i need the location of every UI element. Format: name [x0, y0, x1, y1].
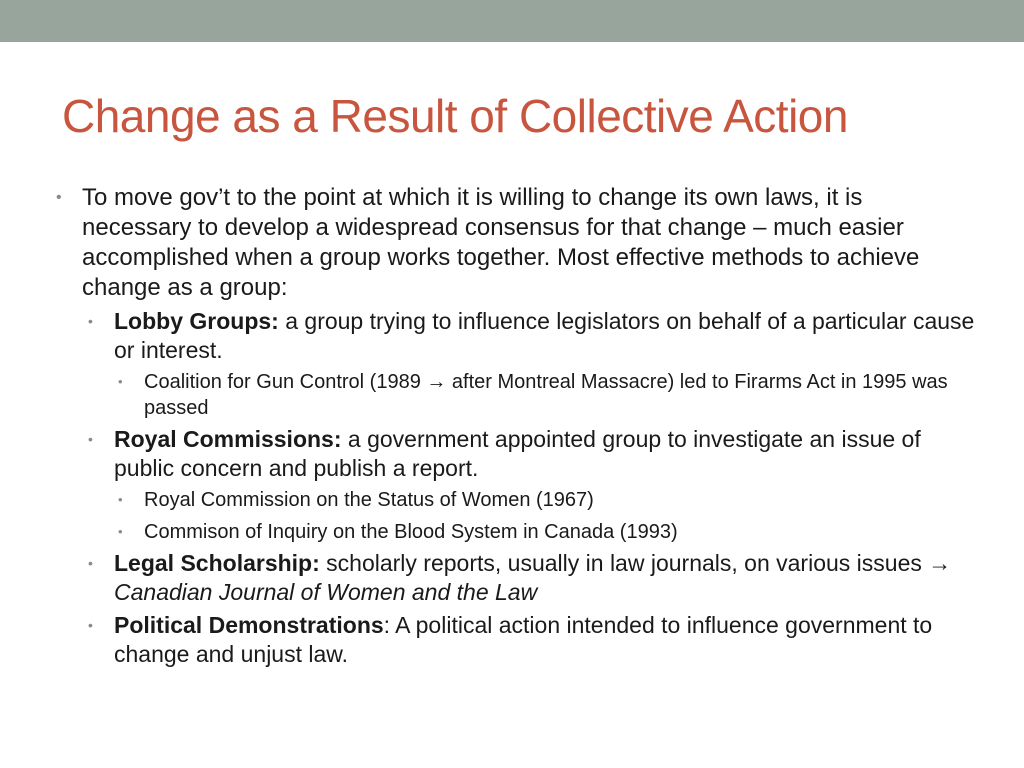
royal-commissions-definition: a government appointed group to investigate an issue of public concern and publish a report. — [114, 426, 921, 481]
blood-system-text: Commison of Inquiry on the Blood System in Canada (1993) — [144, 521, 678, 543]
bullet-lobby-groups — [88, 307, 976, 365]
main-point-text: To move gov’t to the point at which it is willing to change its own laws, it is necessary to develop a widespread consensus for that change – much easier accomplished when a group works together. Most effective methods to achieve change as a group: — [82, 184, 920, 301]
bullet-icon: • — [88, 555, 93, 571]
journal-title: Canadian Journal of Women and the Law — [114, 579, 538, 605]
bullet-royal-commissions — [88, 425, 976, 483]
bullet-blood-system — [118, 519, 976, 545]
bullet-icon: • — [118, 524, 123, 539]
bullet-main-point — [56, 183, 976, 303]
gun-control-text-start: Coalition for Gun Control (1989 — [144, 371, 427, 393]
slide-title: Change as a Result of Collective Action — [62, 90, 848, 142]
right-arrow-icon: → — [426, 371, 447, 393]
gun-control-text-end: after Montreal Massacre) led to Firarms Act in 1995 was passed — [144, 371, 948, 419]
legal-scholarship-definition: scholarly reports, usually in law journals, on various issues — [319, 550, 929, 576]
status-of-women-text: Royal Commission on the Status of Women (1967) — [144, 489, 594, 511]
bullet-icon: • — [118, 492, 123, 507]
right-arrow-icon: → — [928, 550, 952, 576]
political-demonstrations-term: Political Demonstrations — [114, 612, 384, 638]
bullet-political-demonstrations — [88, 611, 976, 669]
bullet-icon: • — [88, 313, 93, 329]
bullet-icon: • — [118, 374, 123, 389]
top-accent-bar — [0, 0, 1024, 42]
bullet-icon: • — [56, 189, 62, 206]
bullet-icon: • — [88, 431, 93, 447]
legal-scholarship-term: Legal Scholarship: — [114, 550, 320, 576]
royal-commissions-term: Royal Commissions: — [114, 426, 342, 452]
slide-content — [56, 183, 976, 669]
bullet-gun-control — [118, 369, 976, 421]
lobby-groups-definition: a group trying to influence legislators on behalf of a particular cause or interest. — [114, 308, 975, 363]
political-demonstrations-definition: : A political action intended to influence government to change and unjust law. — [114, 612, 933, 667]
lobby-groups-term: Lobby Groups: — [114, 308, 279, 334]
bullet-legal-scholarship — [88, 549, 976, 607]
bullet-status-of-women — [118, 487, 976, 513]
bullet-icon: • — [88, 617, 93, 633]
